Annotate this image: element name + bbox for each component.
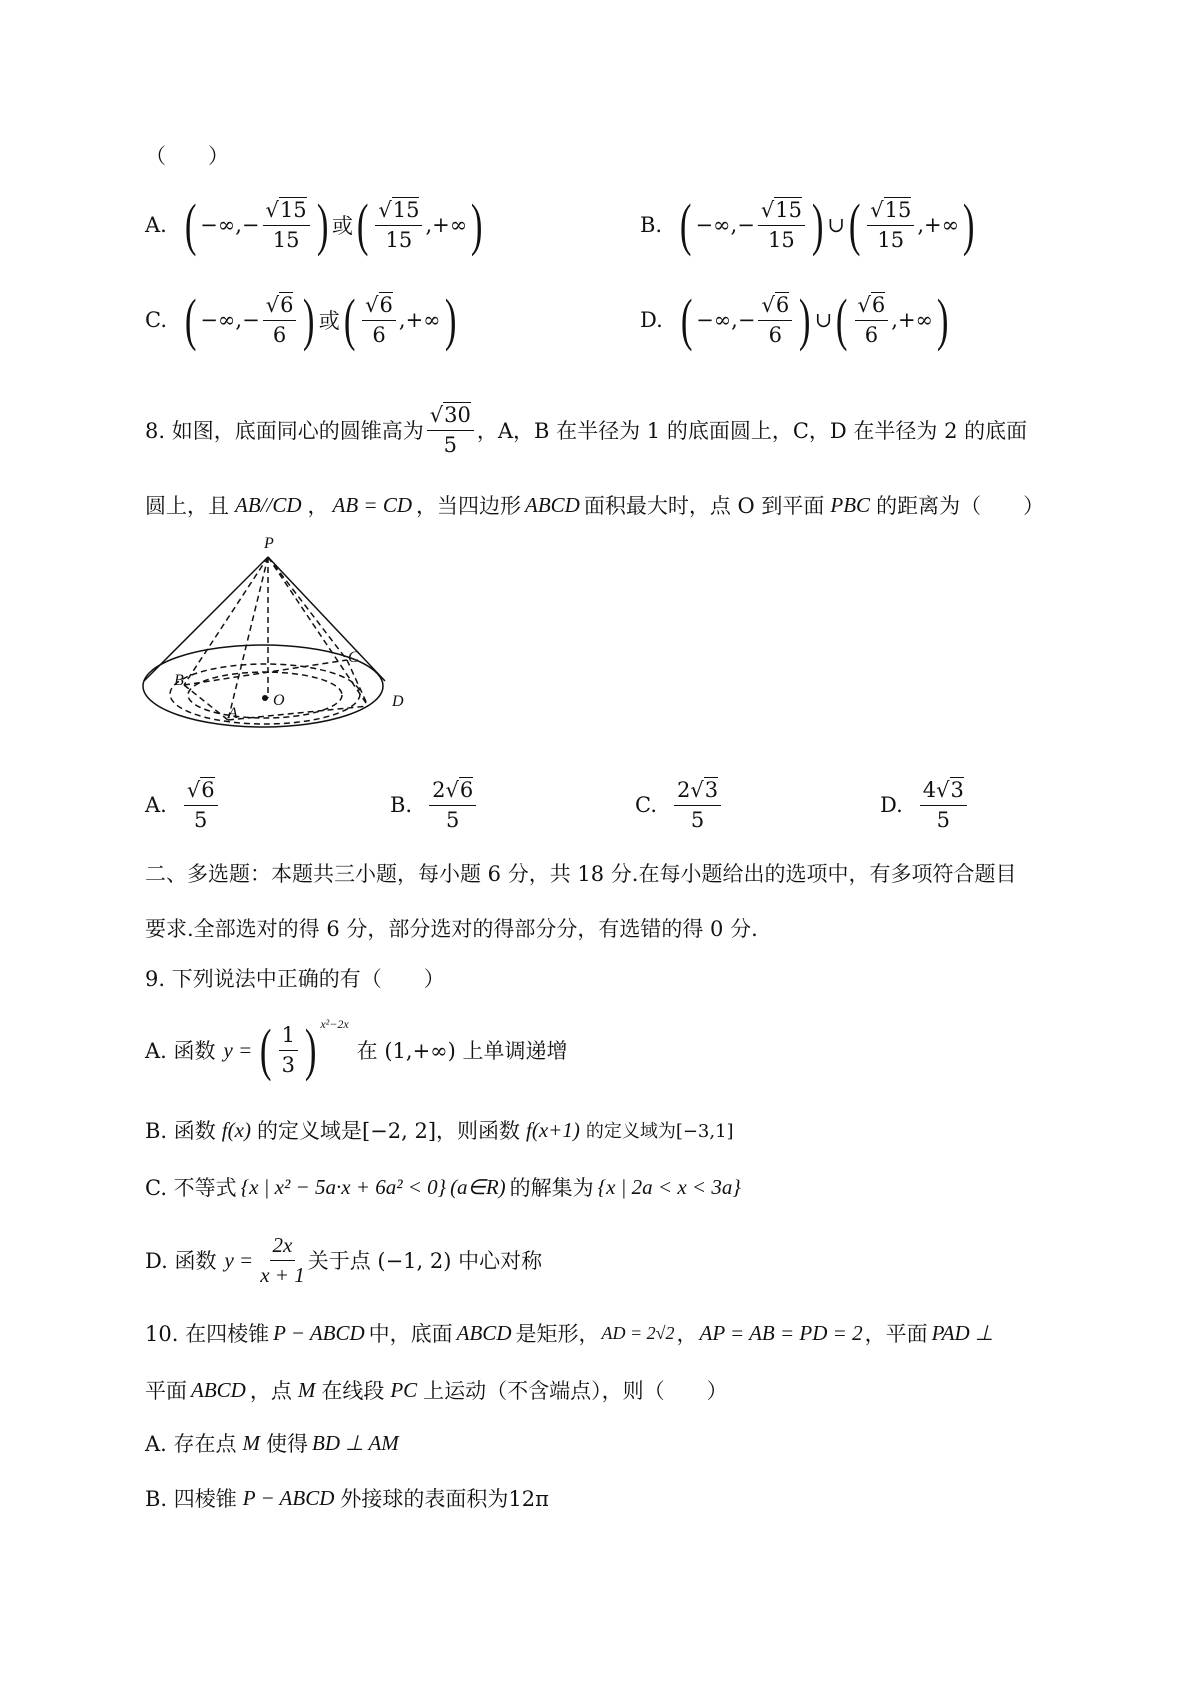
q8-option-d: D. $\frac{4√3}{5}$ (880, 778, 1080, 831)
q7-option-b: B. ( −∞,− $\frac{√15}{15}$ ) ∪ ( $\frac{√15}{15}$ ,+∞ ) (640, 192, 975, 257)
q8-option-a: A. $\frac{√6}{5}$ (145, 778, 390, 831)
label-c: C (348, 649, 359, 666)
q10-stem-line1: 10. 在四棱锥 P − ABCD 中，底面 ABCD 是矩形， AD = 2√2 ， AP = AB = PD = 2 ，平面 PAD ⊥ (145, 1320, 994, 1346)
cone-figure (140, 530, 420, 740)
q9-option-d: D. 函数 y = $\frac{2x}{x + 1}$ 关于点 (−1, 2) 中心对称 (145, 1233, 543, 1287)
section2-line1: 二、多选题：本题共三小题，每小题 6 分，共 18 分.在每小题给出的选项中，有多项符合题目 (145, 862, 1017, 886)
q9-option-c: C. 不等式 {x | x² − 5a·x + 6a² < 0} (a∈R) 的解集为 {x | 2a < x < 3a} (145, 1174, 741, 1200)
q8-option-c: C. $\frac{2√3}{5}$ (635, 778, 880, 831)
option-label: C. (145, 308, 167, 332)
q10-stem-line2: 平面 ABCD ，点 M 在线段 PC 上运动（不含端点），则（ ） (145, 1377, 728, 1403)
q8-stem-line1: 8. 如图，底面同心的圆锥高为 $\frac{√30}{5}$ ，A，B 在半径为 1 的底面圆上，C，D 在半径为 2 的底面 (145, 403, 1028, 457)
label-o: O (273, 692, 285, 709)
q8-options (145, 770, 1080, 840)
q10-option-b: B. 四棱锥 P − ABCD 外接球的表面积为12π (145, 1485, 549, 1511)
option-label: B. (640, 213, 663, 237)
q9-option-b: B. 函数 f(x) 的定义域是[−2, 2]，则函数 f(x+1) 的定义域为[−3,1] (145, 1117, 734, 1143)
option-label: A. (145, 213, 167, 237)
label-a: A (228, 705, 238, 722)
q7-blank: （ ） (145, 144, 229, 168)
label-b: B (174, 672, 184, 689)
q9-option-a: A. 函数 y = ( $\frac{1}{3}$ ) $^{x^2-2x}$ 在 (1,+∞) 上单调递增 (145, 1017, 568, 1082)
label-d: D (392, 693, 404, 710)
option-label: D. (640, 308, 663, 332)
q8-stem-line2: 圆上，且 AB//CD ， AB = CD ，当四边形 ABCD 面积最大时，点 O 到平面 PBC 的距离为（ ） (145, 492, 1045, 518)
label-p: P (264, 535, 274, 552)
q7-option-a: A. ( −∞,− $\frac{√15}{15}$ ) 或 ( $\frac{√15}{15}$ ,+∞ ) (145, 192, 483, 257)
center-point-o (262, 695, 268, 701)
q7-option-d: D. ( −∞,− $\frac{√6}{6}$ ) ∪ ( $\frac{√6}{6}$ ,+∞ ) (640, 287, 949, 352)
q9-stem: 9. 下列说法中正确的有（ ） (145, 967, 445, 991)
q10-option-a: A. 存在点 M 使得 BD ⊥ AM (145, 1430, 399, 1456)
q7-option-c: C. ( −∞,− $\frac{√6}{6}$ ) 或 ( $\frac{√6}{6}$ ,+∞ ) (145, 287, 457, 352)
q8-option-b: B. $\frac{2√6}{5}$ (390, 778, 635, 831)
section2-line2: 要求.全部选对的得 6 分，部分选对的得部分分，有选错的得 0 分. (145, 917, 758, 941)
